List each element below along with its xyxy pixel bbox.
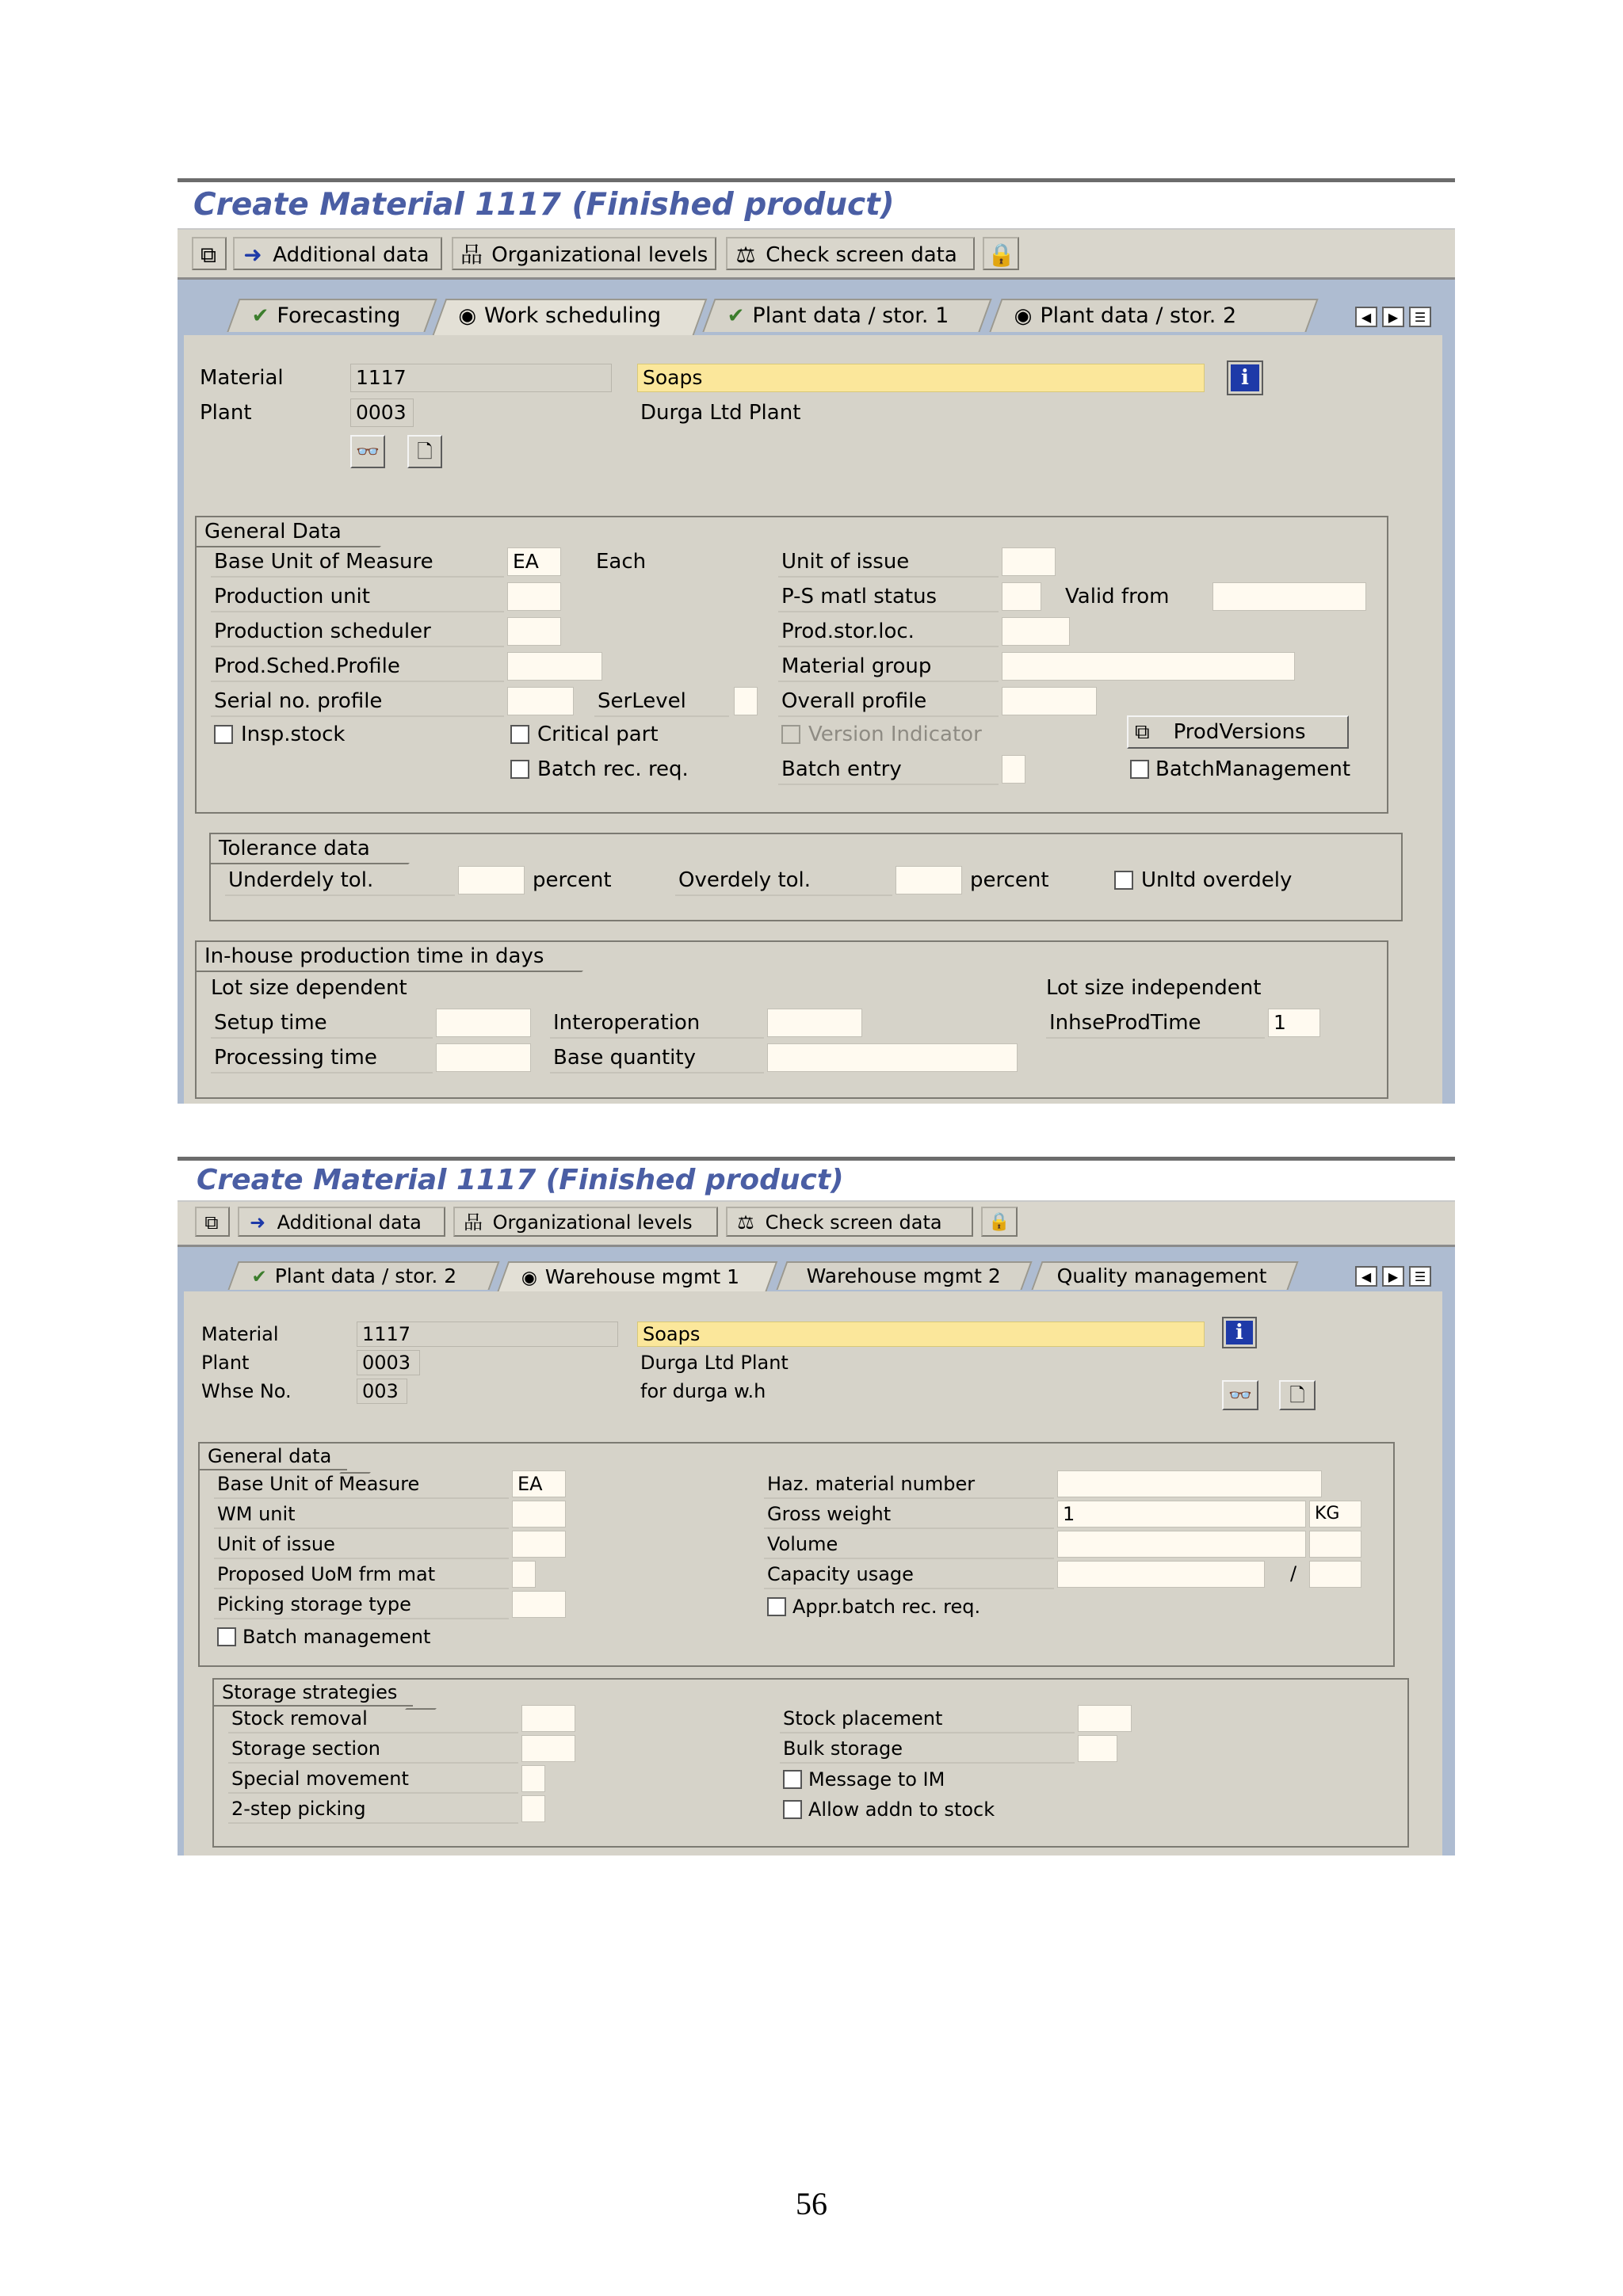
capacity-usage-label: Capacity usage	[764, 1561, 1054, 1589]
screen-title: Create Material 1117 (Finished product)	[193, 187, 895, 223]
screen-title: Create Material 1117 (Finished product)	[197, 1164, 844, 1196]
check-data-icon: ⚖	[735, 242, 756, 268]
production-unit-label: Production unit	[211, 582, 504, 612]
batch-entry-label: Batch entry	[778, 755, 999, 785]
production-scheduler-label: Production scheduler	[211, 617, 504, 647]
tab-plant-data-stor-2[interactable]: ◉ Plant data / stor. 2	[989, 299, 1318, 332]
document-icon[interactable]: 🗋	[1279, 1380, 1316, 1410]
material-label: Material	[200, 366, 284, 390]
material-description-field[interactable]: Soaps	[637, 1322, 1205, 1347]
tolerance-data-title: Tolerance data	[211, 834, 386, 864]
stock-placement-field[interactable]	[1078, 1705, 1132, 1732]
unit-of-issue-field[interactable]	[512, 1531, 566, 1558]
glasses-icon[interactable]: 👓	[350, 435, 385, 468]
other-view-button[interactable]	[192, 237, 227, 270]
base-uom-label: Base Unit of Measure	[211, 547, 504, 578]
check-screen-data-button[interactable]: ⚖ Check screen data	[726, 237, 975, 270]
interoperation-label: Interoperation	[550, 1009, 764, 1039]
tab-check-icon: ✔	[251, 304, 269, 328]
storage-strategies-title: Storage strategies	[214, 1680, 413, 1707]
appr-batch-rec-label: Appr.batch rec. req.	[792, 1596, 981, 1618]
application-toolbar	[178, 1202, 1455, 1247]
version-indicator-label: Version Indicator	[808, 723, 982, 746]
stock-removal-label: Stock removal	[228, 1705, 518, 1733]
screen-2	[178, 1157, 1455, 1855]
prod-sched-profile-field[interactable]	[507, 652, 602, 681]
batch-rec-label: Batch rec. req.	[537, 757, 689, 781]
batch-management-label: Batch management	[242, 1626, 431, 1648]
title-bar	[178, 1161, 1455, 1202]
page-number: 56	[796, 2186, 827, 2222]
material-group-label: Material group	[778, 652, 999, 682]
inhouse-production-group	[195, 940, 1388, 1099]
tab-strip	[178, 1261, 1455, 1293]
serlevel-label: SerLevel	[594, 687, 729, 717]
prod-stor-loc-label: Prod.stor.loc.	[778, 617, 999, 647]
ps-matl-status-field[interactable]	[1002, 582, 1041, 611]
setup-time-label: Setup time	[211, 1009, 433, 1039]
tab-forecasting[interactable]: ✔ Forecasting	[227, 299, 437, 332]
org-tree-icon: 品	[464, 1211, 483, 1234]
overdelivery-tol-field[interactable]	[896, 866, 962, 894]
batch-entry-field[interactable]	[1002, 755, 1025, 784]
lot-size-independent-label: Lot size independent	[1046, 976, 1262, 1000]
base-uom-text: Each	[596, 550, 647, 574]
overdelivery-percent: percent	[970, 868, 1049, 892]
lock-button[interactable]	[983, 237, 1019, 270]
tab-frame	[178, 1247, 1455, 1855]
base-uom-field[interactable]: EA	[512, 1470, 566, 1497]
production-unit-field[interactable]	[507, 582, 561, 611]
whse-description: for durga w.h	[640, 1380, 766, 1402]
material-number-field: 1117	[357, 1322, 618, 1347]
serlevel-field[interactable]	[734, 687, 758, 715]
unltd-overdelivery-checkbox[interactable]	[1114, 871, 1133, 890]
unit-of-issue-label: Unit of issue	[214, 1531, 509, 1559]
document-icon[interactable]: 🗋	[407, 435, 442, 468]
base-quantity-field[interactable]	[767, 1043, 1018, 1072]
material-number-field: 1117	[350, 364, 612, 392]
prod-sched-profile-label: Prod.Sched.Profile	[211, 652, 504, 682]
critical-part-checkbox[interactable]	[510, 725, 529, 744]
tab-plant-data-stor-2[interactable]: ✔ Plant data / stor. 2	[227, 1261, 499, 1290]
haz-material-label: Haz. material number	[764, 1470, 1054, 1499]
serial-profile-label: Serial no. profile	[211, 687, 504, 717]
volume-label: Volume	[764, 1531, 1054, 1559]
proposed-uom-label: Proposed UoM frm mat	[214, 1561, 509, 1589]
capacity-separator: /	[1290, 1562, 1297, 1585]
wm-unit-label: WM unit	[214, 1501, 509, 1529]
tolerance-data-group	[209, 833, 1403, 921]
gross-weight-label: Gross weight	[764, 1501, 1054, 1529]
volume-field[interactable]	[1057, 1531, 1306, 1558]
tab-body	[184, 1291, 1442, 1855]
unltd-overdelivery-label: Unltd overdely	[1141, 868, 1293, 892]
tab-frame	[178, 280, 1455, 1104]
message-to-im-label: Message to IM	[808, 1768, 945, 1791]
processing-time-label: Processing time	[211, 1043, 433, 1074]
tab-work-scheduling[interactable]: ◉ Work scheduling	[433, 299, 708, 335]
tab-check-icon: ✔	[251, 1267, 267, 1287]
tab-body	[184, 335, 1442, 1104]
ps-matl-status-label: P-S matl status	[778, 582, 999, 612]
storage-section-field[interactable]	[521, 1735, 575, 1762]
tab-list-button[interactable]: ☰	[1409, 1266, 1431, 1287]
general-data-group	[195, 516, 1388, 814]
special-movement-label: Special movement	[228, 1765, 518, 1794]
prodversions-button[interactable]: ⧉ ProdVersions	[1127, 715, 1349, 749]
interoperation-field[interactable]	[767, 1009, 862, 1037]
capacity-unit-field[interactable]	[1309, 1561, 1361, 1588]
stock-removal-field[interactable]	[521, 1705, 575, 1732]
inhse-prod-time-field[interactable]: 1	[1268, 1009, 1320, 1037]
underdelivery-tol-field[interactable]	[458, 866, 525, 894]
general-data-group	[198, 1442, 1395, 1667]
general-data-title: General Data	[197, 517, 357, 547]
glasses-icon[interactable]: 👓	[1222, 1380, 1258, 1410]
processing-time-field[interactable]	[436, 1043, 531, 1072]
batch-rec-checkbox[interactable]	[510, 760, 529, 779]
picking-storage-type-label: Picking storage type	[214, 1591, 509, 1619]
base-uom-field[interactable]: EA	[507, 547, 561, 576]
two-step-picking-label: 2-step picking	[228, 1795, 518, 1824]
plant-label: Plant	[200, 401, 252, 425]
serial-profile-field[interactable]	[507, 687, 574, 715]
material-group-field[interactable]	[1002, 652, 1295, 681]
application-toolbar	[178, 230, 1455, 280]
appr-batch-rec-checkbox[interactable]	[767, 1597, 786, 1616]
other-view-button[interactable]	[195, 1207, 230, 1237]
whse-no-label: Whse No.	[201, 1380, 292, 1402]
plant-label: Plant	[201, 1352, 250, 1374]
tab-scroll-left-button[interactable]: ◀	[1355, 307, 1377, 327]
prodversions-icon: ⧉	[1135, 720, 1150, 744]
overdelivery-tol-label: Overdely tol.	[675, 866, 892, 896]
inhouse-production-title: In-house production time in days	[197, 942, 559, 972]
plant-field: 0003	[357, 1350, 420, 1375]
lock-icon: 🔒	[987, 242, 1015, 268]
underdelivery-percent: percent	[533, 868, 612, 892]
plant-description: Durga Ltd Plant	[640, 401, 801, 425]
special-movement-field[interactable]	[521, 1765, 545, 1792]
organizational-levels-button[interactable]: 品 Organizational levels	[453, 1207, 718, 1237]
gross-weight-unit-field[interactable]: KG	[1309, 1501, 1361, 1527]
inhse-prod-time-label: InhseProdTime	[1046, 1009, 1265, 1039]
picking-storage-type-field[interactable]	[512, 1591, 566, 1618]
material-label: Material	[201, 1323, 279, 1345]
general-data-title: General data	[200, 1444, 347, 1470]
views-icon: ⧉	[204, 1211, 219, 1234]
screen-1	[178, 178, 1455, 1104]
views-icon: ⧉	[200, 242, 216, 268]
batch-management-checkbox[interactable]	[217, 1627, 236, 1646]
tab-check-icon: ✔	[727, 304, 745, 328]
arrow-right-icon: ➜	[243, 242, 262, 268]
tab-warehouse-mgmt-1[interactable]: ◉ Warehouse mgmt 1	[497, 1261, 778, 1293]
prod-stor-loc-field[interactable]	[1002, 617, 1070, 646]
tab-strip	[178, 299, 1455, 337]
additional-data-button[interactable]: ➜ Additional data	[233, 237, 442, 270]
overall-profile-field[interactable]	[1002, 687, 1097, 715]
plant-field: 0003	[350, 399, 414, 427]
tab-warehouse-mgmt-2[interactable]: Warehouse mgmt 2	[776, 1261, 1032, 1290]
setup-time-field[interactable]	[436, 1009, 531, 1037]
message-to-im-checkbox[interactable]	[783, 1770, 802, 1789]
check-data-icon: ⚖	[737, 1211, 754, 1234]
tab-list-button[interactable]: ☰	[1409, 307, 1431, 327]
underdelivery-tol-label: Underdely tol.	[225, 866, 455, 896]
batch-management-checkbox[interactable]	[1130, 760, 1149, 779]
info-icon[interactable]: i	[1224, 1318, 1255, 1347]
lock-icon: 🔒	[988, 1212, 1010, 1232]
title-bar	[178, 182, 1455, 230]
allow-addn-checkbox[interactable]	[783, 1800, 802, 1819]
unit-of-issue-label: Unit of issue	[778, 547, 999, 578]
whse-no-field: 003	[357, 1379, 407, 1404]
lot-size-dependent-label: Lot size dependent	[211, 976, 407, 1000]
insp-stock-label: Insp.stock	[241, 723, 346, 746]
bulk-storage-label: Bulk storage	[780, 1735, 1075, 1764]
check-screen-data-button[interactable]: ⚖ Check screen data	[726, 1207, 973, 1237]
allow-addn-label: Allow addn to stock	[808, 1798, 995, 1821]
critical-part-label: Critical part	[537, 723, 659, 746]
tab-eye-icon: ◉	[1014, 304, 1033, 328]
material-description-field[interactable]: Soaps	[637, 364, 1205, 392]
insp-stock-checkbox[interactable]	[214, 725, 233, 744]
additional-data-button[interactable]: ➜ Additional data	[238, 1207, 445, 1237]
organizational-levels-button[interactable]: 品 Organizational levels	[452, 237, 716, 270]
tab-eye-icon: ◉	[458, 304, 477, 328]
valid-from-label: Valid from	[1065, 585, 1170, 608]
stock-placement-label: Stock placement	[780, 1705, 1075, 1733]
plant-description: Durga Ltd Plant	[640, 1352, 789, 1374]
capacity-usage-field[interactable]	[1057, 1561, 1265, 1588]
arrow-right-icon: ➜	[249, 1211, 266, 1234]
lock-button[interactable]	[981, 1207, 1018, 1237]
tab-scroll-right-button[interactable]: ▶	[1382, 307, 1404, 327]
valid-from-field[interactable]	[1212, 582, 1366, 611]
tab-scroll-left-button[interactable]: ◀	[1355, 1266, 1377, 1287]
bulk-storage-field[interactable]	[1078, 1735, 1117, 1762]
haz-material-field[interactable]	[1057, 1470, 1322, 1497]
base-quantity-label: Base quantity	[550, 1043, 764, 1074]
tab-eye-icon: ◉	[521, 1268, 537, 1288]
base-uom-label: Base Unit of Measure	[214, 1470, 509, 1499]
proposed-uom-field[interactable]	[512, 1561, 536, 1588]
org-tree-icon: 品	[460, 242, 483, 268]
wm-unit-field[interactable]	[512, 1501, 566, 1527]
unit-of-issue-field[interactable]	[1002, 547, 1056, 576]
tab-quality-management[interactable]: Quality management	[1031, 1261, 1298, 1290]
tab-plant-data-stor-1[interactable]: ✔ Plant data / stor. 1	[702, 299, 991, 332]
volume-unit-field[interactable]	[1309, 1531, 1361, 1558]
overall-profile-label: Overall profile	[778, 687, 999, 717]
tab-scroll-right-button[interactable]: ▶	[1382, 1266, 1404, 1287]
two-step-picking-field[interactable]	[521, 1795, 545, 1822]
storage-section-label: Storage section	[228, 1735, 518, 1764]
production-scheduler-field[interactable]	[507, 617, 561, 646]
version-indicator-checkbox	[781, 725, 800, 744]
gross-weight-field[interactable]: 1	[1057, 1501, 1306, 1527]
info-icon[interactable]: i	[1228, 362, 1262, 394]
batch-management-label: BatchManagement	[1155, 757, 1351, 781]
storage-strategies-group	[212, 1678, 1409, 1848]
